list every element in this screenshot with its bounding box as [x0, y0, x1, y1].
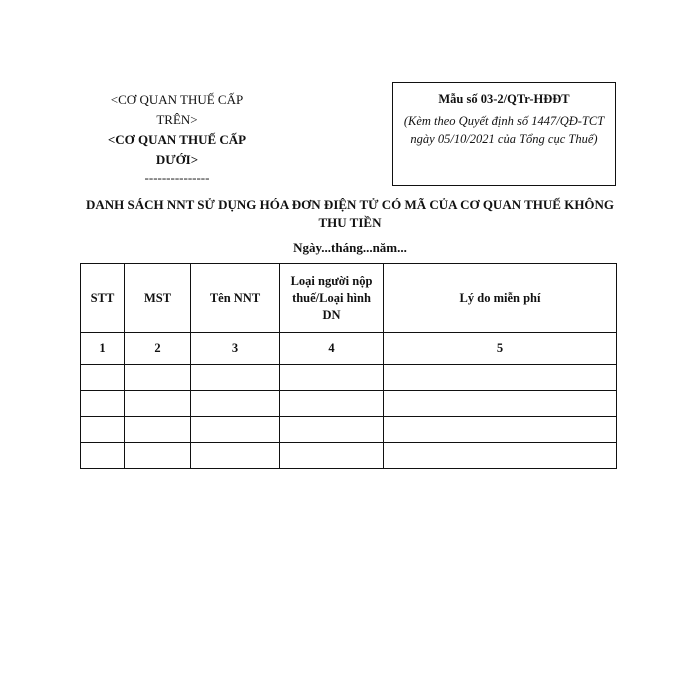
table-cell: [384, 391, 617, 417]
column-number: 4: [280, 333, 384, 365]
column-number: 1: [81, 333, 125, 365]
table-cell: [81, 391, 125, 417]
table-cell: [125, 365, 191, 391]
table-cell: [384, 443, 617, 469]
table-header-row: [81, 264, 617, 333]
column-number-row: [81, 333, 617, 365]
header-taxpayer-name: Tên NNT: [191, 264, 280, 333]
table-cell: [81, 443, 125, 469]
table-cell: [81, 417, 125, 443]
header-exemption-reason: Lý do miễn phí: [384, 264, 617, 333]
issuing-agency-block: [92, 90, 262, 186]
form-code: Mẫu số 03-2/QTr-HĐĐT: [438, 92, 570, 106]
table-cell: [191, 417, 280, 443]
lower-agency-name: <CƠ QUAN THUẾ CẤP DƯỚI>: [107, 132, 247, 167]
form-decision-note: (Kèm theo Quyết định số 1447/QĐ-TCT ngày 05/10/2021 của Tổng cục Thuế): [403, 114, 605, 146]
header-stt: STT: [81, 264, 125, 333]
column-number: 5: [384, 333, 617, 365]
table-cell: [125, 417, 191, 443]
column-number: 3: [191, 333, 280, 365]
table-cell: [280, 365, 384, 391]
table-row: [81, 391, 617, 417]
table-cell: [81, 365, 125, 391]
table-cell: [384, 365, 617, 391]
table-row: [81, 417, 617, 443]
table-cell: [191, 391, 280, 417]
upper-agency-name: <CƠ QUAN THUẾ CẤP TRÊN>: [110, 92, 244, 127]
table-cell: [280, 391, 384, 417]
table-cell: [280, 417, 384, 443]
table-cell: [191, 365, 280, 391]
table-cell: [125, 391, 191, 417]
table-cell: [384, 417, 617, 443]
taxpayer-table: [80, 263, 617, 469]
agency-separator: ---------------: [144, 170, 210, 185]
table-row: [81, 443, 617, 469]
table-cell: [191, 443, 280, 469]
table-cell: [125, 443, 191, 469]
form-code-box: [392, 82, 616, 186]
document-title: DANH SÁCH NNT SỬ DỤNG HÓA ĐƠN ĐIỆN TỬ CÓ MÃ CỦA CƠ QUAN THUẾ KHÔNG THU TIỀN: [85, 197, 615, 230]
header-mst: MST: [125, 264, 191, 333]
table-cell: [280, 443, 384, 469]
table-row: [81, 365, 617, 391]
column-number: 2: [125, 333, 191, 365]
header-taxpayer-type: Loại người nộp thuế/Loại hình DN: [280, 264, 384, 333]
document-date-line: Ngày...tháng...năm...: [293, 240, 407, 255]
